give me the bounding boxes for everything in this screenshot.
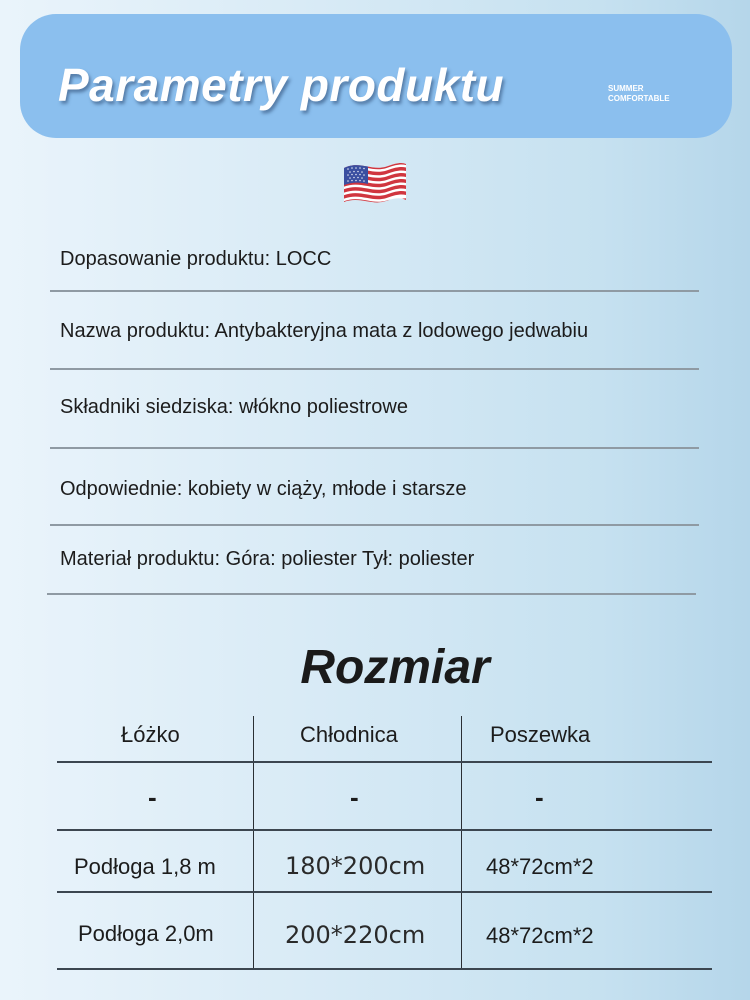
divider [47,593,696,595]
param-suitable-label: Odpowiednie: kobiety w ciąży, młode i starsze [60,478,467,500]
table-cell: 180*200cm [285,852,426,880]
param-components-label: Składniki siedziska: włókno poliestrowe [60,396,408,418]
header-banner [20,14,732,138]
param-product-name-label: Nazwa produktu: Antybakteryjna mata z lodowego jedwabiu [60,320,589,342]
divider [50,368,699,370]
table-cell: - [535,782,544,812]
size-table [57,716,712,972]
row-divider [57,968,712,970]
table-cell: - [148,782,157,812]
size-section-title: Rozmiar [300,641,490,694]
table-cell: 48*72cm*2 [486,923,594,948]
tagline-line-2: COMFORTABLE [608,94,670,103]
divider [50,290,699,292]
row-divider [57,761,712,763]
column-header-pillowcase: Poszewka [490,722,591,747]
column-divider [253,716,254,970]
row-divider [57,891,712,893]
page-title: Parametry produktu [58,59,505,111]
table-cell: 200*220cm [285,921,426,949]
row-divider [57,829,712,831]
tagline-line-1: SUMMER [608,84,644,93]
header-tagline [608,84,670,104]
table-cell: - [350,782,359,812]
column-header-bed: Łóżko [121,722,180,747]
table-cell: Podłoga 2,0m [78,921,214,946]
table-cell: 48*72cm*2 [486,854,594,879]
column-divider [461,716,462,970]
param-fit-label: Dopasowanie produktu: LOCC [60,248,332,270]
table-cell: Podłoga 1,8 m [74,854,216,879]
divider [50,524,699,526]
divider [50,447,699,449]
column-header-cooler: Chłodnica [300,722,398,747]
param-material-label: Materiał produktu: Góra: poliester Tył: poliester [60,548,475,570]
us-flag-icon [342,160,408,206]
